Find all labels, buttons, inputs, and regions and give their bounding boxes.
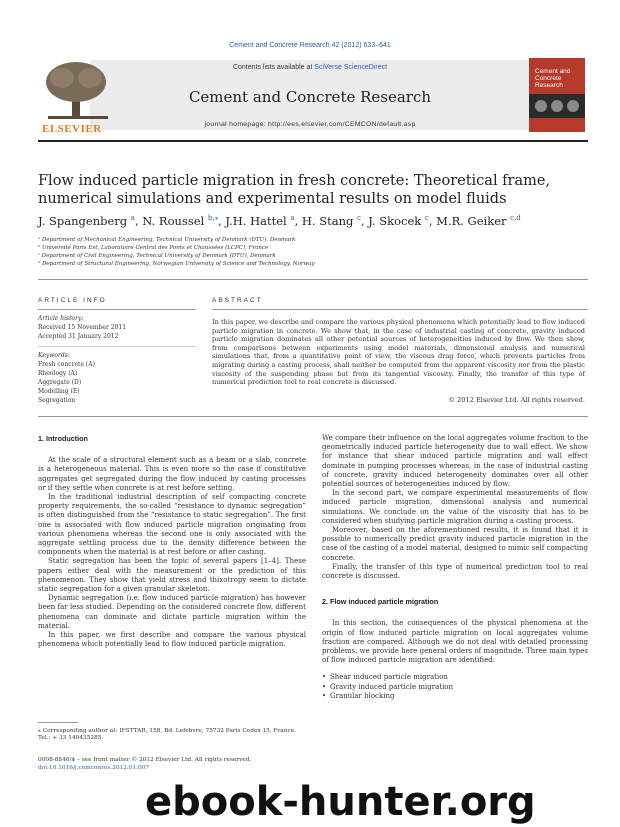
corresponding-author-note: ⁎ Corresponding author at: IFSTTAR, 158, Bd. Lefebvre, 75732 Paris Cedex 15, France. Tel.: + 33 140435285. xyxy=(38,728,297,742)
journal-name: Cement and Concrete Research xyxy=(188,88,432,106)
author-name[interactable]: N. Roussel xyxy=(142,214,205,228)
journal-reference[interactable]: Cement and Concrete Research 42 (2012) 633–641 xyxy=(229,42,391,49)
author-name[interactable]: H. Stang xyxy=(301,214,354,228)
author-name[interactable]: J. Skocek xyxy=(368,214,422,228)
body-paragraph: Dynamic segregation (i.e. flow induced particle migration) has however been far less studied. Depending on the considered concrete flow, different phenomena can dominate and dictate particle migration within the material. xyxy=(38,594,306,630)
abstract-text: In this paper, we describe and compare the various physical phenomena which potentially lead to flow induced particle migration in concrete. We show that, in the case of industrial casting of concrete, gravity induced particle migration dominates all other potential sources of heterogeneities induced by flow. We then show, from comparisons between experiments using model materials, dimensional analysis and numerical simulations that, from a quantitative point of view, the viscous drag force, which prevents particles from migrating during a casting process, shall neither be computed from the apparent viscosity nor from the plastic viscosity of the suspending phase but from its tangential viscosity. Finally, the transfer of this type of numerical prediction tool to real concrete is discussed. xyxy=(212,318,585,387)
author-affil-marker[interactable]: c xyxy=(357,214,361,223)
body-paragraph: Finally, the transfer of this type of numerical prediction tool to real concrete is discussed. xyxy=(322,562,588,581)
abstract-copyright: © 2012 Elsevier Ltd. All rights reserved. xyxy=(448,396,585,404)
accepted-date: Accepted 31 January 2012 xyxy=(38,333,119,340)
list-item: • Granular blocking xyxy=(322,692,588,701)
contents-available xyxy=(90,64,530,71)
elsevier-wordmark: ELSEVIER xyxy=(42,123,102,135)
affiliation: ᵇ Université Paris Est, Laboratoire Central des Ponts et Chaussées (LCPC), France xyxy=(38,245,269,251)
author-affil-marker[interactable]: c,d xyxy=(510,214,521,223)
article-title: Flow induced particle migration in fresh concrete: Theoretical frame, numerical simulations and experimental results on model fluids xyxy=(38,173,551,207)
keyword: Fresh concrete (A) xyxy=(38,361,95,368)
body-paragraph: In the second part, we compare experimental measurements of flow induced particle migration, dimensional analysis and numerical simulations. We conclude on the value of the viscosity that has to be considered when studying particle migration during a casting process. xyxy=(322,489,588,525)
article-info-rule xyxy=(38,309,196,310)
body-paragraph: In this paper, we first describe and compare the various physical phenomena which potentially lead to flow induced particle migration. xyxy=(38,631,306,649)
history-label: Article history: xyxy=(38,315,84,322)
watermark-text: ebook-hunter.org xyxy=(145,779,536,825)
author-name[interactable]: M.R. Geiker xyxy=(436,214,507,228)
section-heading: 1. Introduction xyxy=(38,434,88,443)
list-item: • Shear induced particle migration xyxy=(322,673,588,682)
journal-cover-thumbnail[interactable] xyxy=(529,58,585,132)
affiliation: ᵃ Department of Mechanical Engineering, Technical University of Denmark (DTU), Denmark xyxy=(38,237,296,243)
author-affil-marker[interactable]: c xyxy=(424,214,429,223)
abstract-heading: ABSTRACT xyxy=(212,297,263,304)
abstract-bottom-rule xyxy=(38,416,588,417)
affiliation: ᵈ Department of Structural Engineering, Norwegian University of Science and Technology, Norway xyxy=(38,261,315,267)
doi-link[interactable]: doi:10.1016/j.cemconres.2012.01.007 xyxy=(38,765,150,771)
info-rule xyxy=(38,279,588,280)
section-heading: 2. Flow induced particle migration xyxy=(322,597,439,607)
cover-image-dot xyxy=(535,100,547,112)
cover-image-dot xyxy=(551,100,563,112)
abstract-rule xyxy=(212,309,588,310)
sciencedirect-link[interactable]: SciVerse ScienceDirect xyxy=(314,64,388,71)
cover-title: Cement and Concrete Research xyxy=(535,68,571,89)
author-affil-marker[interactable]: a xyxy=(130,214,135,223)
issn-line: 0008-8846/$ – see front matter © 2012 Elsevier Ltd. All rights reserved. xyxy=(38,757,252,763)
keywords-rule xyxy=(38,346,196,347)
contents-prefix: Contents lists available at xyxy=(232,64,315,71)
body-left-column xyxy=(38,434,306,649)
body-right-column xyxy=(322,434,588,701)
affiliation: ᶜ Department of Civil Engineering, Technical University of Denmark (DTU), Denmark xyxy=(38,253,276,259)
body-paragraph: We compare their influence on the local aggregates volume fraction to the geometrically induced particle heterogeneity due to wall effect. We show for instance that shear induced particle migration and wall effect dominate in pumping processes whereas, in the case of industrial casting of concrete, gravity induced heterogeneity dominates over all other potential sources of heterogeneities induced by flow. xyxy=(322,434,588,489)
cover-image-dot xyxy=(567,100,579,112)
footnote-rule xyxy=(38,722,78,723)
list-item: • Gravity induced particle migration xyxy=(322,683,588,692)
author-affil-marker[interactable]: a xyxy=(290,214,295,223)
journal-homepage[interactable]: journal homepage: http://ees.elsevier.com/CEMCON/default.asp xyxy=(204,121,416,128)
body-paragraph: In the traditional industrial description of self compacting concrete property requirements, the so-called “resistance to dynamic segregation” is often distinguished from the “resistance to static segregation”. The first one is associated with flow induced particle migration originating from various phenomena whereas the second one is only associated with the aggregate settling process due to the density difference between the components when the material is at rest before or after casting. xyxy=(38,493,306,557)
keyword: Segregation xyxy=(38,397,76,404)
body-paragraph: At the scale of a structural element such as a beam or a slab, concrete is a heterogeneous material. This is even more so the case if constitutive aggregates get segregated during the flow induced by casting processes or if they settle when concrete is at rest before setting. xyxy=(38,456,306,492)
body-paragraph: Moreover, based on the aforementioned results, it is found that it is possible to numerically predict gravity induced particle migration in the case of the casting of a model material, designed to mimic self compacting concrete. xyxy=(322,526,588,562)
author-affil-marker[interactable]: b,⁎ xyxy=(207,214,219,223)
body-paragraph: In this section, the consequences of the physical phenomena at the origin of flow induced particle migration on local aggregates volume fraction are compared. Although we do not deal with detailed processing problems, we provide here general orders of magnitude. Three main types of flow induced particle migration are identified: xyxy=(322,619,588,665)
keyword: Rheology (A) xyxy=(38,370,78,377)
keyword: Aggregate (D) xyxy=(38,379,82,386)
author-name[interactable]: J.H. Hattel xyxy=(225,214,287,228)
article-info-heading: ARTICLE INFO xyxy=(38,297,107,304)
migration-type-list xyxy=(322,673,588,701)
author-list: J. Spangenberg $^a$, N. Roussel $^{b,⁎}$, J.H. Hattel $^a$, H. Stang $^c$, J. Skocek $^c$, M.R. Geiker $^{c,d}$ xyxy=(38,214,521,228)
keyword: Modelling (E) xyxy=(38,388,80,395)
author-name[interactable]: J. Spangenberg xyxy=(38,214,128,228)
received-date: Received 15 November 2011 xyxy=(38,324,127,331)
body-paragraph: Static segregation has been the topic of several papers [1–4]. These papers either deal with the measurement or the prediction of this phenomenon. They show that yield stress and thixotropy seem to dictate static segregation for a given granular skeleton. xyxy=(38,557,306,594)
keywords-label: Keywords: xyxy=(38,352,70,359)
header-rule xyxy=(38,140,588,142)
